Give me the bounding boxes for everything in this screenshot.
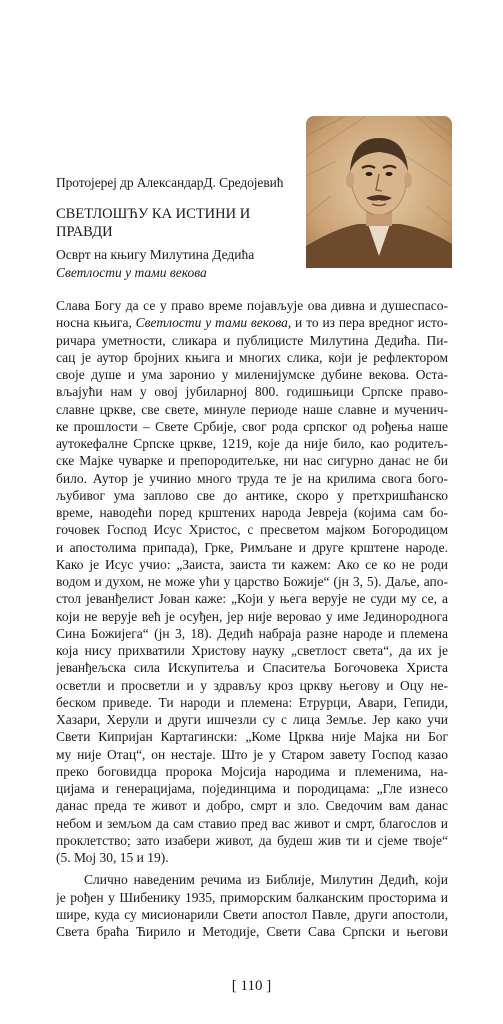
text-line: му није Отац“, он нестаје. Што је у Старом завету Господ казао <box>56 746 448 762</box>
text-line: је рођен у Шибенику 1935, приморским балканским просторима и <box>56 889 448 905</box>
reviewed-book-title: Светлости у тами векова <box>56 265 207 280</box>
page-number: [ 110 ] <box>231 978 272 994</box>
text-line: проклетство; зато изабери живот, да будеш жив ти и сјеме твоје“ <box>56 832 448 848</box>
text-line: било. Аутор је учинио много труда те је на крилима свога бого- <box>56 470 448 486</box>
text-line: Хазари, Херули и други ишчезли су с лица Земље. Јер како учи <box>56 712 448 727</box>
text-line: славне цркве, све свете, минуле периоде наше славне и мученич- <box>56 401 448 417</box>
text-line: носна књига, Светлости у тами векова, и то из пера вредног исто- <box>56 315 448 331</box>
text-line: шире, куда су мисионарили Свети апостол Павле, други апостоли, <box>56 906 448 922</box>
text-line: љубивог ума заплово све до антике, скоро у претхришћанско <box>56 487 448 503</box>
text-line: Свети Кипријан Картагински: „Коме Црква није Мајка ни Бог <box>56 729 448 745</box>
paragraph-2 <box>56 871 448 940</box>
text-line: сац је аутор бројних књига и многих слика, који је рефлектором <box>56 349 448 365</box>
author-name: Протојереј др АлександарД. Средојевић <box>56 175 284 190</box>
author-portrait-image <box>306 116 452 268</box>
text-line: (5. Мој 30, 15 и 19). <box>56 850 169 865</box>
text-line: цијама и генерацијама, појединцима и породицама: „Гле изнесо <box>56 781 448 796</box>
article-subtitle: Осврт на књигу Милутина Дедића <box>56 247 255 262</box>
text-line: Како је Исус учио: „Заиста, заиста ти кажем: Ако се ко не роди <box>56 556 448 572</box>
text-line: ричара уметности, сликара и публицисте Милутина Дедића. Пи- <box>56 332 448 348</box>
text-line: време, наводећи поред крштених народа Јевреја (којима сам бо- <box>56 505 448 520</box>
text-line: своје душе и ума заронио у миленијумске дубине векова. Оста- <box>56 367 448 382</box>
text-line: стол јеванђелист Јован каже: „Који у њега верује не суди му се, а <box>56 591 448 607</box>
text-line: вљајући нам у овој јубиларној 800. годишњици Српске право- <box>56 384 448 400</box>
text-line: ске Мајке чуварке и препородитељке, ни нас сигурно данас не би <box>56 453 448 469</box>
text-line: небом и земљом да сам ставио пред вас живот и смрт, благослов и <box>56 815 448 831</box>
text-line: беском приведе. Ти народи и племена: Етрурци, Авари, Гепиди, <box>56 694 448 710</box>
inline-book-title: Светлости у тами векова <box>135 315 288 331</box>
text-line: који не верује већ је осуђен, јер није веровао у име Јединороднога <box>56 608 448 624</box>
text-line: јеванђељска сила Искупитеља и Спаситеља Богочовека Христа <box>56 660 448 676</box>
text-line: и апостолима припада), Грке, Римљане и друге крштене народе. <box>56 539 448 555</box>
text-line: водом и духом, не може ући у царство Божије“ (јн 3, 5). Даље, апо- <box>56 574 448 589</box>
text-line: Слично наведеним речима из Библије, Милутин Дедић, који <box>84 872 448 888</box>
text-line: аутокефалне Српске цркве, 1219, које да није било, као родитељ- <box>56 436 448 451</box>
text-line: ке прошлости – Свете Србије, свог рода српског од рођења наше <box>56 418 448 434</box>
text-line: преко боговидца пророка Мојсија народима и племенима, на- <box>56 763 448 779</box>
text-line: осветли и просветли и у здрављу кроз цркву његову и Оцу не- <box>56 677 448 693</box>
paragraph-1 <box>56 297 448 866</box>
article-body <box>56 297 448 940</box>
text-line: данас преда те живот и добро, смрт и зло. Сведочим вам данас <box>56 798 448 814</box>
text-line: која нису прихватили Христову науку „светлост света“, да их је <box>56 643 448 658</box>
text-line: Света браћа Ћирило и Методије, Свети Сава Српски и његови <box>56 924 448 939</box>
text-line: Слава Богу да се у право време појављује ова дивна и душеспасо- <box>56 298 448 313</box>
article-title: СВЕТЛОШЋУ КА ИСТИНИ И ПРАВДИ <box>56 206 251 240</box>
text-line: гочовек Господ Исус Христос, с пресветом мајком Богородицом <box>56 522 448 538</box>
text-line: Сина Божијега“ (јн 3, 18). Дедић набраја разне народе и племена <box>56 625 448 641</box>
